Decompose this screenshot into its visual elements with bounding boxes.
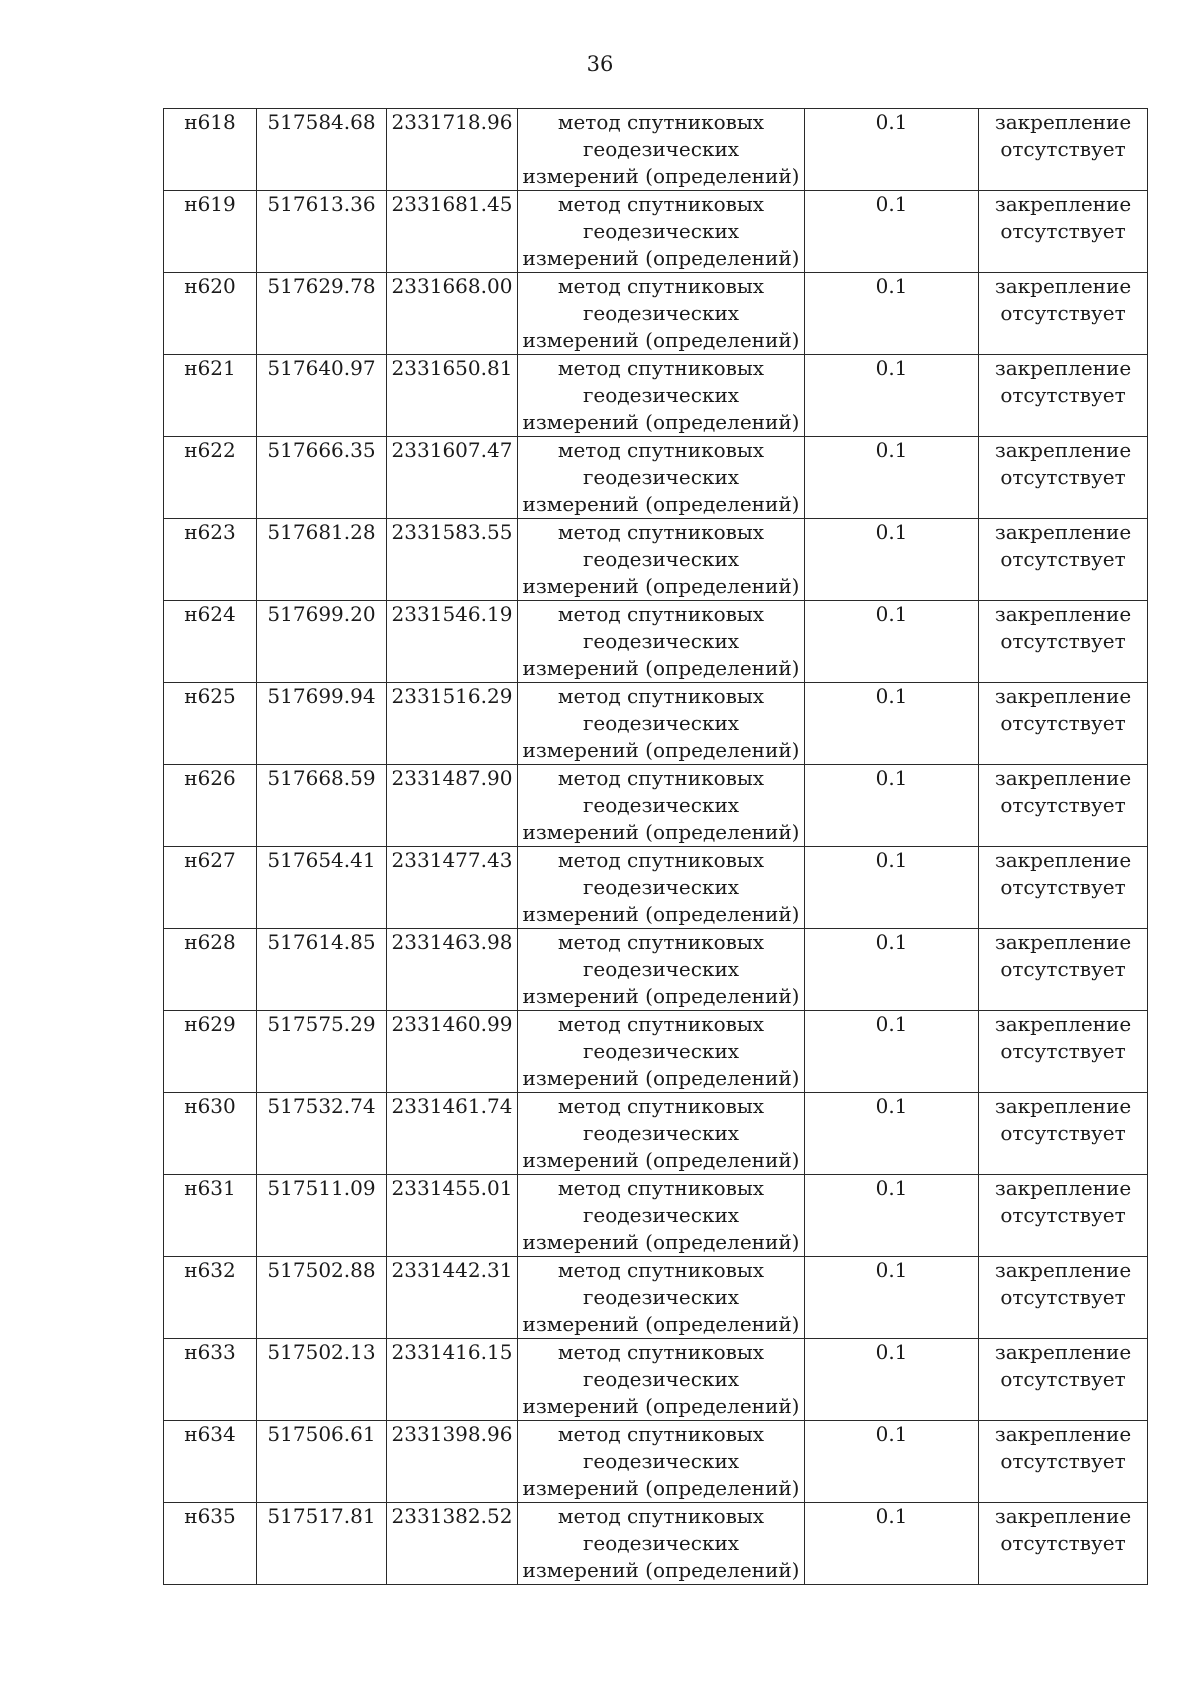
- accuracy-cell: 0.1: [805, 1503, 979, 1585]
- table-row: [164, 1257, 1148, 1339]
- x-coordinate-cell: 517502.13: [257, 1339, 387, 1421]
- fixing-cell: закрепление отсутствует: [979, 765, 1148, 847]
- accuracy-cell: 0.1: [805, 191, 979, 273]
- y-coordinate-cell: 2331442.31: [387, 1257, 518, 1339]
- accuracy-cell: 0.1: [805, 1421, 979, 1503]
- table-row: [164, 683, 1148, 765]
- page-number: 36: [586, 52, 614, 76]
- point-cell: н633: [164, 1339, 257, 1421]
- method-cell: метод спутниковых геодезических измерений (определений): [518, 683, 805, 765]
- point-cell: н630: [164, 1093, 257, 1175]
- y-coordinate-cell: 2331516.29: [387, 683, 518, 765]
- y-coordinate-cell: 2331650.81: [387, 355, 518, 437]
- point-cell: н619: [164, 191, 257, 273]
- y-coordinate-cell: 2331455.01: [387, 1175, 518, 1257]
- method-cell: метод спутниковых геодезических измерений (определений): [518, 1503, 805, 1585]
- table-row: [164, 1503, 1148, 1585]
- method-cell: метод спутниковых геодезических измерений (определений): [518, 437, 805, 519]
- fixing-cell: закрепление отсутствует: [979, 929, 1148, 1011]
- point-cell: н620: [164, 273, 257, 355]
- method-cell: метод спутниковых геодезических измерений (определений): [518, 109, 805, 191]
- accuracy-cell: 0.1: [805, 1093, 979, 1175]
- method-cell: метод спутниковых геодезических измерений (определений): [518, 1339, 805, 1421]
- table-row: [164, 847, 1148, 929]
- method-cell: метод спутниковых геодезических измерений (определений): [518, 1011, 805, 1093]
- accuracy-cell: 0.1: [805, 109, 979, 191]
- fixing-cell: закрепление отсутствует: [979, 437, 1148, 519]
- x-coordinate-cell: 517532.74: [257, 1093, 387, 1175]
- y-coordinate-cell: 2331668.00: [387, 273, 518, 355]
- fixing-cell: закрепление отсутствует: [979, 355, 1148, 437]
- method-cell: метод спутниковых геодезических измерений (определений): [518, 1421, 805, 1503]
- method-cell: метод спутниковых геодезических измерений (определений): [518, 273, 805, 355]
- y-coordinate-cell: 2331546.19: [387, 601, 518, 683]
- point-cell: н629: [164, 1011, 257, 1093]
- table-row: [164, 929, 1148, 1011]
- method-cell: метод спутниковых геодезических измерений (определений): [518, 191, 805, 273]
- accuracy-cell: 0.1: [805, 437, 979, 519]
- x-coordinate-cell: 517699.94: [257, 683, 387, 765]
- point-cell: н624: [164, 601, 257, 683]
- point-cell: н622: [164, 437, 257, 519]
- accuracy-cell: 0.1: [805, 1339, 979, 1421]
- x-coordinate-cell: 517511.09: [257, 1175, 387, 1257]
- table-row: [164, 1421, 1148, 1503]
- accuracy-cell: 0.1: [805, 765, 979, 847]
- x-coordinate-cell: 517502.88: [257, 1257, 387, 1339]
- method-cell: метод спутниковых геодезических измерений (определений): [518, 929, 805, 1011]
- x-coordinate-cell: 517654.41: [257, 847, 387, 929]
- accuracy-cell: 0.1: [805, 519, 979, 601]
- x-coordinate-cell: 517666.35: [257, 437, 387, 519]
- method-cell: метод спутниковых геодезических измерений (определений): [518, 355, 805, 437]
- table-row: [164, 1011, 1148, 1093]
- table-row: [164, 437, 1148, 519]
- y-coordinate-cell: 2331398.96: [387, 1421, 518, 1503]
- x-coordinate-cell: 517699.20: [257, 601, 387, 683]
- point-cell: н618: [164, 109, 257, 191]
- x-coordinate-cell: 517614.85: [257, 929, 387, 1011]
- fixing-cell: закрепление отсутствует: [979, 683, 1148, 765]
- method-cell: метод спутниковых геодезических измерений (определений): [518, 1257, 805, 1339]
- table-row: [164, 273, 1148, 355]
- method-cell: метод спутниковых геодезических измерений (определений): [518, 519, 805, 601]
- fixing-cell: закрепление отсутствует: [979, 1175, 1148, 1257]
- point-cell: н627: [164, 847, 257, 929]
- y-coordinate-cell: 2331477.43: [387, 847, 518, 929]
- point-cell: н635: [164, 1503, 257, 1585]
- y-coordinate-cell: 2331463.98: [387, 929, 518, 1011]
- table-row: [164, 601, 1148, 683]
- fixing-cell: закрепление отсутствует: [979, 601, 1148, 683]
- x-coordinate-cell: 517517.81: [257, 1503, 387, 1585]
- accuracy-cell: 0.1: [805, 601, 979, 683]
- coordinates-table: [163, 108, 1148, 1585]
- point-cell: н621: [164, 355, 257, 437]
- method-cell: метод спутниковых геодезических измерений (определений): [518, 765, 805, 847]
- x-coordinate-cell: 517584.68: [257, 109, 387, 191]
- y-coordinate-cell: 2331460.99: [387, 1011, 518, 1093]
- table-row: [164, 519, 1148, 601]
- y-coordinate-cell: 2331416.15: [387, 1339, 518, 1421]
- method-cell: метод спутниковых геодезических измерений (определений): [518, 1175, 805, 1257]
- point-cell: н626: [164, 765, 257, 847]
- x-coordinate-cell: 517629.78: [257, 273, 387, 355]
- table-row: [164, 1093, 1148, 1175]
- table-row: [164, 109, 1148, 191]
- fixing-cell: закрепление отсутствует: [979, 1257, 1148, 1339]
- x-coordinate-cell: 517668.59: [257, 765, 387, 847]
- method-cell: метод спутниковых геодезических измерений (определений): [518, 847, 805, 929]
- fixing-cell: закрепление отсутствует: [979, 519, 1148, 601]
- table-row: [164, 765, 1148, 847]
- accuracy-cell: 0.1: [805, 847, 979, 929]
- accuracy-cell: 0.1: [805, 355, 979, 437]
- accuracy-cell: 0.1: [805, 929, 979, 1011]
- x-coordinate-cell: 517613.36: [257, 191, 387, 273]
- accuracy-cell: 0.1: [805, 1011, 979, 1093]
- method-cell: метод спутниковых геодезических измерений (определений): [518, 1093, 805, 1175]
- y-coordinate-cell: 2331681.45: [387, 191, 518, 273]
- x-coordinate-cell: 517575.29: [257, 1011, 387, 1093]
- y-coordinate-cell: 2331487.90: [387, 765, 518, 847]
- accuracy-cell: 0.1: [805, 683, 979, 765]
- table-row: [164, 1175, 1148, 1257]
- point-cell: н632: [164, 1257, 257, 1339]
- fixing-cell: закрепление отсутствует: [979, 273, 1148, 355]
- x-coordinate-cell: 517640.97: [257, 355, 387, 437]
- table-row: [164, 355, 1148, 437]
- point-cell: н628: [164, 929, 257, 1011]
- accuracy-cell: 0.1: [805, 1257, 979, 1339]
- table-row: [164, 1339, 1148, 1421]
- y-coordinate-cell: 2331583.55: [387, 519, 518, 601]
- x-coordinate-cell: 517681.28: [257, 519, 387, 601]
- point-cell: н625: [164, 683, 257, 765]
- point-cell: н634: [164, 1421, 257, 1503]
- x-coordinate-cell: 517506.61: [257, 1421, 387, 1503]
- fixing-cell: закрепление отсутствует: [979, 191, 1148, 273]
- fixing-cell: закрепление отсутствует: [979, 109, 1148, 191]
- accuracy-cell: 0.1: [805, 273, 979, 355]
- y-coordinate-cell: 2331382.52: [387, 1503, 518, 1585]
- fixing-cell: закрепление отсутствует: [979, 1503, 1148, 1585]
- coordinates-table-body: [164, 109, 1148, 1585]
- y-coordinate-cell: 2331718.96: [387, 109, 518, 191]
- accuracy-cell: 0.1: [805, 1175, 979, 1257]
- point-cell: н623: [164, 519, 257, 601]
- fixing-cell: закрепление отсутствует: [979, 847, 1148, 929]
- method-cell: метод спутниковых геодезических измерений (определений): [518, 601, 805, 683]
- fixing-cell: закрепление отсутствует: [979, 1421, 1148, 1503]
- fixing-cell: закрепление отсутствует: [979, 1093, 1148, 1175]
- y-coordinate-cell: 2331461.74: [387, 1093, 518, 1175]
- fixing-cell: закрепление отсутствует: [979, 1011, 1148, 1093]
- table-row: [164, 191, 1148, 273]
- point-cell: н631: [164, 1175, 257, 1257]
- y-coordinate-cell: 2331607.47: [387, 437, 518, 519]
- fixing-cell: закрепление отсутствует: [979, 1339, 1148, 1421]
